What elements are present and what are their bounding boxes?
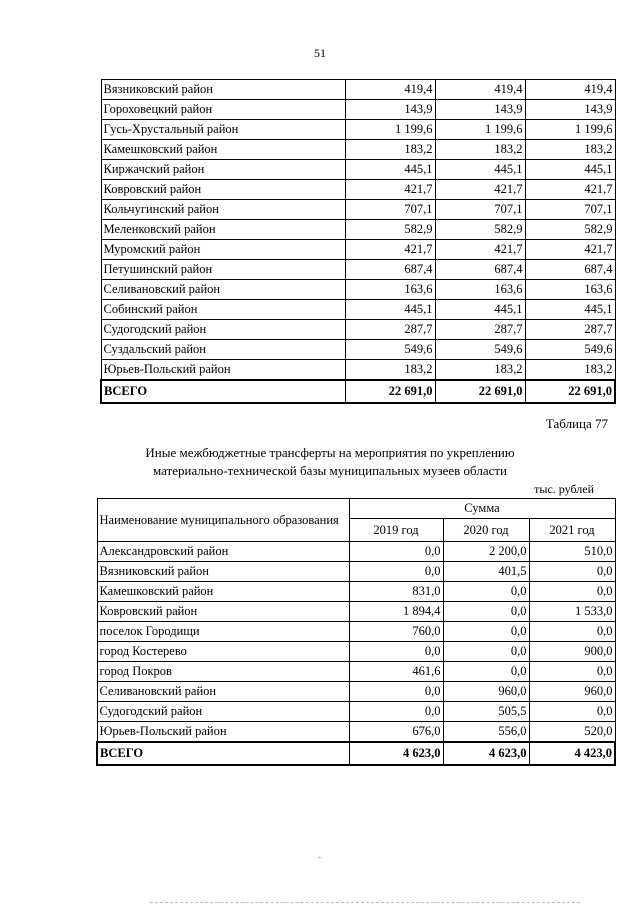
value-cell: 445,1 <box>435 160 525 180</box>
allocation-table-continued <box>100 79 616 404</box>
municipality-name: Камешковский район <box>101 140 345 160</box>
table-row <box>101 140 615 160</box>
value-cell: 421,7 <box>345 240 435 260</box>
table-row <box>97 582 615 602</box>
value-cell: 582,9 <box>345 220 435 240</box>
value-cell: 445,1 <box>345 300 435 320</box>
value-cell: 505,5 <box>443 702 529 722</box>
value-cell: 549,6 <box>345 340 435 360</box>
municipality-name: Юрьев-Польский район <box>97 722 349 743</box>
table-row <box>101 180 615 200</box>
municipality-name: Судогодский район <box>97 702 349 722</box>
value-cell: 421,7 <box>435 240 525 260</box>
value-cell: 163,6 <box>435 280 525 300</box>
value-cell: 183,2 <box>435 360 525 381</box>
municipality-name: поселок Городищи <box>97 622 349 642</box>
total-value: 22 691,0 <box>435 380 525 403</box>
table-row <box>101 280 615 300</box>
municipality-name: Вязниковский район <box>97 562 349 582</box>
table-row <box>97 602 615 622</box>
table-row <box>101 120 615 140</box>
municipality-name: Вязниковский район <box>101 80 345 100</box>
table-title-line-2: материально-технической базы муниципальных музеев области <box>152 463 508 478</box>
value-cell: 419,4 <box>525 80 615 100</box>
value-cell: 183,2 <box>345 360 435 381</box>
value-cell: 687,4 <box>435 260 525 280</box>
value-cell: 0,0 <box>443 662 529 682</box>
table-row <box>101 320 615 340</box>
table-row <box>101 200 615 220</box>
value-cell: 445,1 <box>435 300 525 320</box>
value-cell: 445,1 <box>345 160 435 180</box>
table-row <box>101 220 615 240</box>
value-cell: 287,7 <box>525 320 615 340</box>
table-title <box>80 444 580 480</box>
value-cell: 401,5 <box>443 562 529 582</box>
value-cell: 0,0 <box>529 662 615 682</box>
municipality-name: Селивановский район <box>101 280 345 300</box>
value-cell: 0,0 <box>529 622 615 642</box>
value-cell: 419,4 <box>435 80 525 100</box>
value-cell: 287,7 <box>345 320 435 340</box>
header-municipality: Наименование муниципального образования <box>97 499 349 542</box>
value-cell: 0,0 <box>529 702 615 722</box>
value-cell: 183,2 <box>525 360 615 381</box>
value-cell: 163,6 <box>525 280 615 300</box>
municipality-name: Петушинский район <box>101 260 345 280</box>
value-cell: 421,7 <box>435 180 525 200</box>
municipality-name: город Покров <box>97 662 349 682</box>
value-cell: 1 533,0 <box>529 602 615 622</box>
table-row <box>97 722 615 743</box>
value-cell: 687,4 <box>345 260 435 280</box>
table-row <box>101 260 615 280</box>
table-row <box>101 160 615 180</box>
value-cell: 1 199,6 <box>435 120 525 140</box>
table-row <box>101 240 615 260</box>
header-sum: Сумма <box>349 499 615 519</box>
total-value: 22 691,0 <box>525 380 615 403</box>
page-number: 51 <box>314 46 326 60</box>
value-cell: 421,7 <box>525 240 615 260</box>
value-cell: 421,7 <box>345 180 435 200</box>
table-row <box>97 542 615 562</box>
municipality-name: Судогодский район <box>101 320 345 340</box>
table-label: Таблица 77 <box>545 416 608 431</box>
table-title-line-1: Иные межбюджетные трансферты на мероприятия по укреплению <box>145 445 515 460</box>
table-row <box>97 702 615 722</box>
value-cell: 143,9 <box>345 100 435 120</box>
value-cell: 760,0 <box>349 622 443 642</box>
table-row <box>97 562 615 582</box>
municipality-name: Ковровский район <box>97 602 349 622</box>
table-row <box>97 682 615 702</box>
value-cell: 0,0 <box>349 642 443 662</box>
value-cell: 183,2 <box>525 140 615 160</box>
value-cell: 0,0 <box>443 622 529 642</box>
value-cell: 900,0 <box>529 642 615 662</box>
header-year-2021: 2021 год <box>529 519 615 542</box>
museum-transfers-table <box>96 498 616 766</box>
header-year-2019: 2019 год <box>349 519 443 542</box>
municipality-name: Муромский район <box>101 240 345 260</box>
value-cell: 960,0 <box>443 682 529 702</box>
value-cell: 0,0 <box>349 702 443 722</box>
municipality-name: Гусь-Хрустальный район <box>101 120 345 140</box>
bottom-mark: - <box>318 852 322 863</box>
value-cell: 0,0 <box>443 642 529 662</box>
table-row <box>101 80 615 100</box>
value-cell: 707,1 <box>525 200 615 220</box>
table-row <box>101 300 615 320</box>
value-cell: 461,6 <box>349 662 443 682</box>
table-row <box>101 340 615 360</box>
value-cell: 1 199,6 <box>345 120 435 140</box>
municipality-name: Юрьев-Польский район <box>101 360 345 381</box>
municipality-name: Киржачский район <box>101 160 345 180</box>
municipality-name: Камешковский район <box>97 582 349 602</box>
value-cell: 1 894,4 <box>349 602 443 622</box>
table-row <box>101 360 615 381</box>
total-value: 4 623,0 <box>443 742 529 765</box>
table-row <box>97 642 615 662</box>
value-cell: 831,0 <box>349 582 443 602</box>
units-label: тыс. рублей <box>534 482 594 496</box>
value-cell: 1 199,6 <box>525 120 615 140</box>
value-cell: 143,9 <box>435 100 525 120</box>
total-label: ВСЕГО <box>101 380 345 403</box>
value-cell: 0,0 <box>349 542 443 562</box>
value-cell: 163,6 <box>345 280 435 300</box>
municipality-name: Гороховецкий район <box>101 100 345 120</box>
value-cell: 445,1 <box>525 300 615 320</box>
value-cell: 687,4 <box>525 260 615 280</box>
municipality-name: Меленковский район <box>101 220 345 240</box>
value-cell: 0,0 <box>443 582 529 602</box>
value-cell: 676,0 <box>349 722 443 743</box>
value-cell: 421,7 <box>525 180 615 200</box>
municipality-name: Кольчугинский район <box>101 200 345 220</box>
total-value: 22 691,0 <box>345 380 435 403</box>
total-row <box>97 742 615 765</box>
municipality-name: Ковровский район <box>101 180 345 200</box>
value-cell: 510,0 <box>529 542 615 562</box>
bottom-divider <box>150 902 580 903</box>
total-value: 4 423,0 <box>529 742 615 765</box>
total-label: ВСЕГО <box>97 742 349 765</box>
total-value: 4 623,0 <box>349 742 443 765</box>
value-cell: 549,6 <box>525 340 615 360</box>
value-cell: 520,0 <box>529 722 615 743</box>
total-row <box>101 380 615 403</box>
value-cell: 0,0 <box>529 582 615 602</box>
value-cell: 556,0 <box>443 722 529 743</box>
municipality-name: Собинский район <box>101 300 345 320</box>
value-cell: 582,9 <box>435 220 525 240</box>
table-row <box>101 100 615 120</box>
municipality-name: Селивановский район <box>97 682 349 702</box>
value-cell: 183,2 <box>435 140 525 160</box>
value-cell: 0,0 <box>349 562 443 582</box>
municipality-name: Александровский район <box>97 542 349 562</box>
header-year-2020: 2020 год <box>443 519 529 542</box>
value-cell: 0,0 <box>443 602 529 622</box>
municipality-name: город Костерево <box>97 642 349 662</box>
value-cell: 183,2 <box>345 140 435 160</box>
value-cell: 445,1 <box>525 160 615 180</box>
table-row <box>97 622 615 642</box>
value-cell: 707,1 <box>435 200 525 220</box>
value-cell: 960,0 <box>529 682 615 702</box>
value-cell: 287,7 <box>435 320 525 340</box>
value-cell: 0,0 <box>349 682 443 702</box>
value-cell: 143,9 <box>525 100 615 120</box>
value-cell: 549,6 <box>435 340 525 360</box>
municipality-name: Суздальский район <box>101 340 345 360</box>
value-cell: 0,0 <box>529 562 615 582</box>
value-cell: 582,9 <box>525 220 615 240</box>
value-cell: 419,4 <box>345 80 435 100</box>
table-row <box>97 662 615 682</box>
value-cell: 2 200,0 <box>443 542 529 562</box>
value-cell: 707,1 <box>345 200 435 220</box>
